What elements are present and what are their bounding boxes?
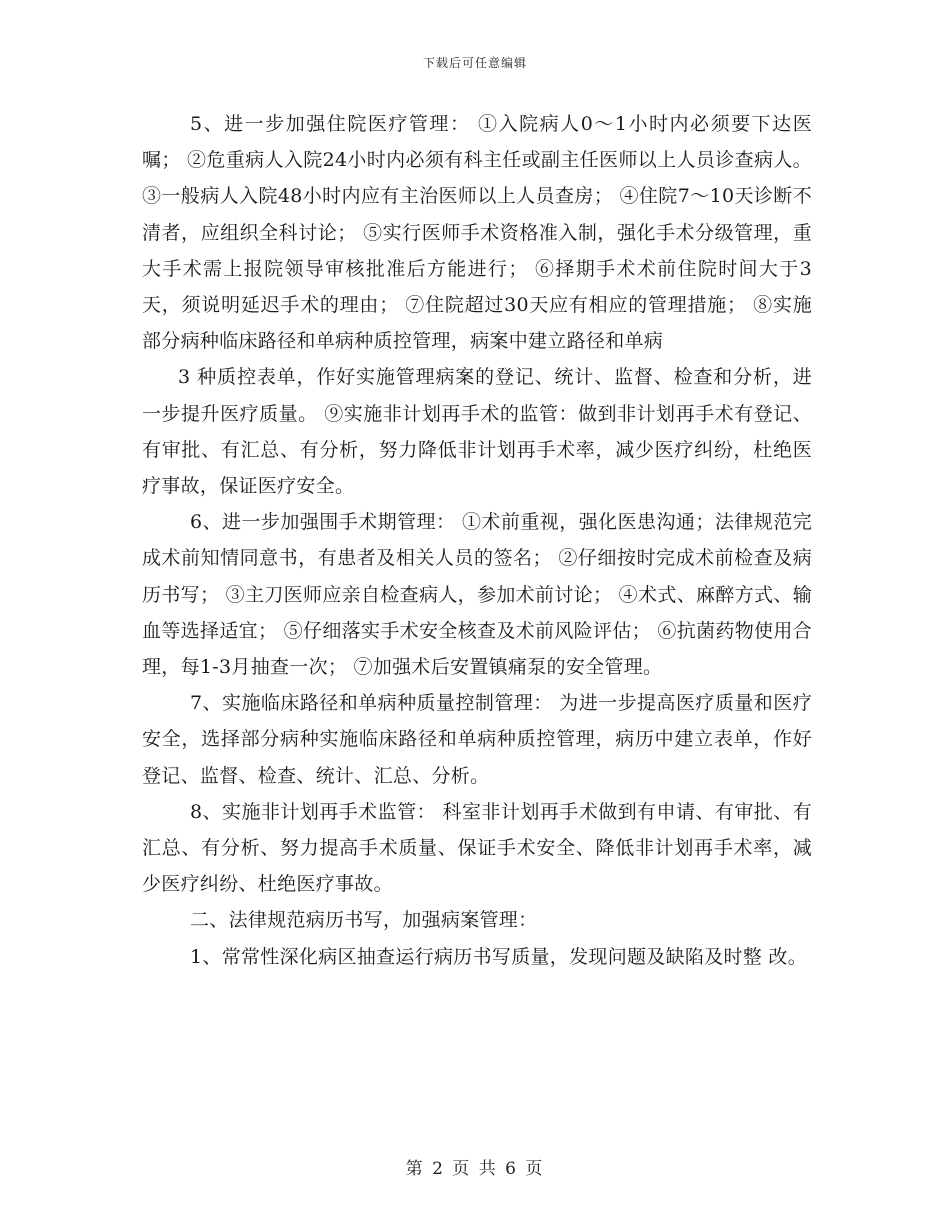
section-heading-medical-records: 二、法律规范病历书写，加强病案管理： — [190, 909, 538, 932]
page-header: 下载后可任意编辑 — [422, 56, 527, 70]
paragraph-quality-control-forms: 3 种质控表单，作好实施管理病案的登记、统计、监督、检查和分析，进一步提升医疗质量。 ⑨实施非计划再手术的监管：做到非计划再手术有登记、有审批、有汇总、有分析，努力降低非计划再手术率，减少医疗纠纷，杜绝医疗事故，保证医疗安全。 — [142, 366, 812, 498]
paragraph-perioperative-management: 6、进一步加强围手术期管理： ①术前重视，强化医患沟通；法律规范完成术前知情同意书，有患者及相关人员的签名； ②仔细按时完成术前检查及病历书写； ③主刀医师应亲自检查病人，参加术前讨论； ④术式、麻醉方式、输血等选择适宜； ⑤仔细落实手术安全核查及术前风险评估； ⑥抗菌药物使用合理，每1-3月抽查一次； ⑦加强术后安置镇痛泵的安全管理。 — [142, 511, 812, 679]
paragraph-unplanned-reoperation: 8、实施非计划再手术监管： 科室非计划再手术做到有申请、有审批、有汇总、有分析、努力提高手术质量、保证手术安全、降低非计划再手术率，减少医疗纠纷、杜绝医疗事故。 — [142, 800, 812, 896]
paragraph-inpatient-management: 5、进一步加强住院医疗管理： ①入院病人0～1小时内必须要下达医嘱； ②危重病人入院24小时内必须有科主任或副主任医师以上人员诊查病人。 ③一般病人入院48小时内应有主治医师以上人员查房； ④住院7～10天诊断不清者，应组织全科讨论； ⑤实行医师手术资格准入制，强化手术分级管理，重大手术需上报院领导审核批准后方能进行； ⑥择期手术术前住院时间大于3天，须说明延迟手术的理由； ⑦住院超过30天应有相应的管理措施； ⑧实施部分病种临床路径和单病种质控管理，病案中建立路径和单病 — [142, 113, 812, 353]
paragraph-clinical-pathway: 7、实施临床路径和单病种质量控制管理： 为进一步提高医疗质量和医疗安全，选择部分病种实施临床路径和单病种质控管理，病历中建立表单，作好登记、监督、检查、统计、汇总、分析。 — [142, 692, 812, 787]
paragraph-record-inspection: 1、常常性深化病区抽查运行病历书写质量，发现问题及缺陷及时整 改。 — [190, 945, 808, 968]
document-body — [142, 106, 812, 975]
page-number: 第 2 页 共 6 页 — [405, 1159, 545, 1179]
